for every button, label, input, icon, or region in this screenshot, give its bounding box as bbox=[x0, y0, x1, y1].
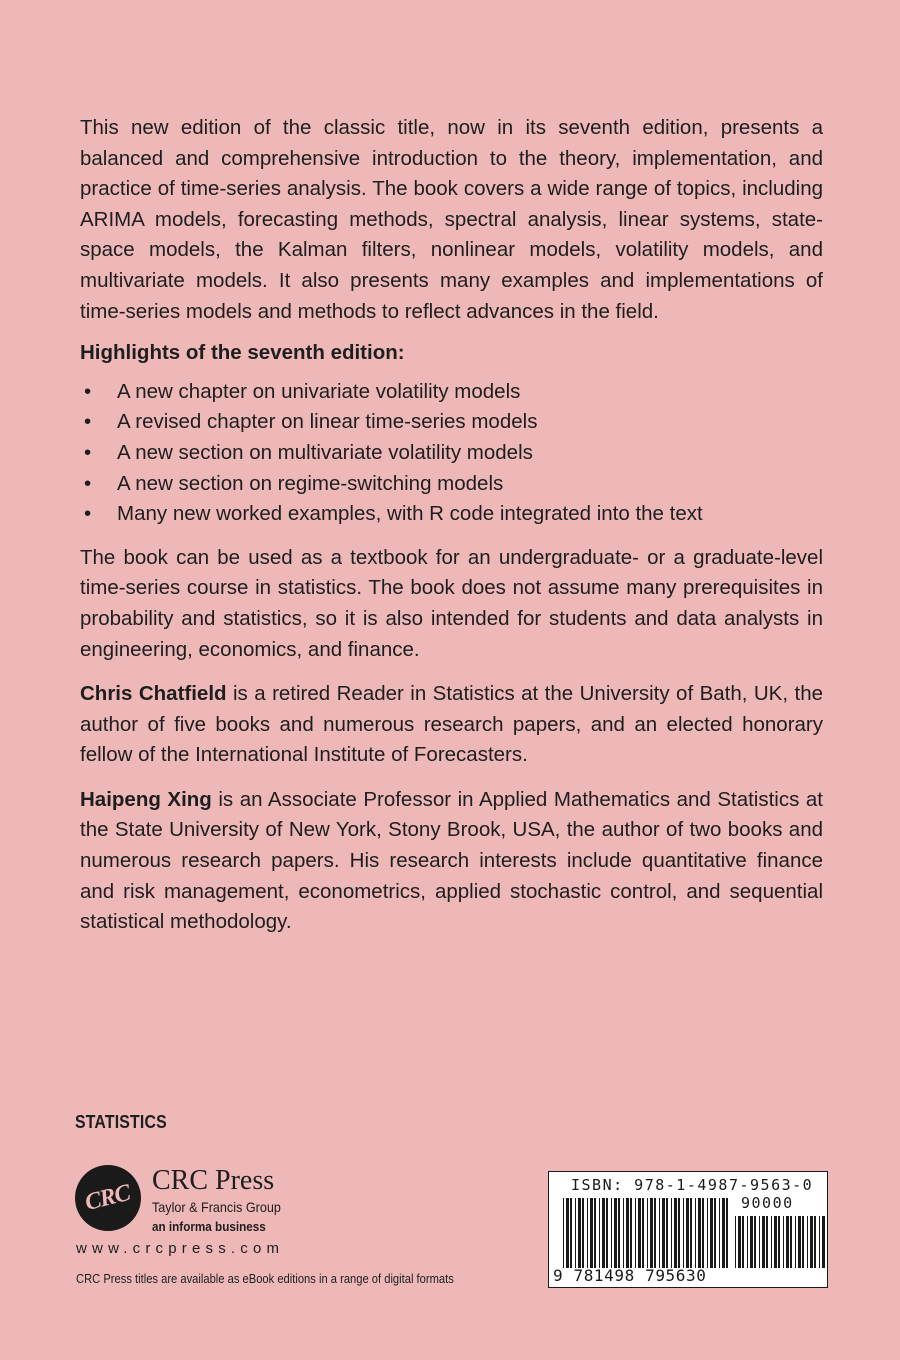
barcode-bar bbox=[774, 1216, 777, 1268]
barcode-bar bbox=[563, 1198, 564, 1268]
barcode-bar bbox=[810, 1216, 813, 1268]
barcode-bar bbox=[626, 1198, 629, 1268]
author-bio-chatfield bbox=[80, 679, 823, 771]
barcode-bar bbox=[587, 1198, 588, 1268]
crc-logo bbox=[75, 1165, 141, 1231]
highlights-list bbox=[80, 377, 823, 530]
barcode-bar bbox=[707, 1198, 708, 1268]
barcode-bar bbox=[666, 1198, 668, 1268]
barcode-bar bbox=[686, 1198, 689, 1268]
author-bio-text: is a retired Reader in Statistics at the University of Bath, UK, the author of five books and numerous research papers, and an elected honorary fellow of the International Institute of Forecasters. bbox=[80, 682, 823, 767]
barcode-bar bbox=[678, 1198, 680, 1268]
barcode-bar bbox=[618, 1198, 620, 1268]
barcode-bar bbox=[790, 1216, 792, 1268]
barcode-bar bbox=[778, 1216, 780, 1268]
back-cover-text bbox=[80, 113, 823, 938]
highlights-heading: Highlights of the seventh edition: bbox=[80, 341, 405, 365]
highlight-item: • A new section on regime-switching models bbox=[80, 469, 823, 500]
barcode-bar bbox=[759, 1216, 760, 1268]
usage-paragraph: The book can be used as a textbook for an undergraduate- or a graduate-level time-series course in statistics. The book does not assume many prerequisites in probability and statistics, so it is also intended for students and data analysts in engineering, economics, and finance. bbox=[80, 545, 823, 661]
publisher-website[interactable]: www.crcpress.com bbox=[76, 1240, 285, 1257]
barcode-bar bbox=[614, 1198, 617, 1268]
barcode-bar bbox=[635, 1198, 636, 1268]
barcode-bar bbox=[674, 1198, 677, 1268]
barcode-bar bbox=[786, 1216, 789, 1268]
barcode-bar bbox=[638, 1198, 641, 1268]
barcode-bar bbox=[695, 1198, 696, 1268]
barcode-bar bbox=[738, 1216, 741, 1268]
barcode-bar bbox=[822, 1216, 825, 1268]
barcode-bar bbox=[802, 1216, 804, 1268]
barcode-bar bbox=[762, 1216, 765, 1268]
barcode-bar bbox=[722, 1198, 725, 1268]
author-name: Haipeng Xing bbox=[80, 787, 212, 811]
highlight-item: • Many new worked examples, with R code integrated into the text bbox=[80, 499, 823, 530]
barcode-bar bbox=[735, 1216, 736, 1268]
barcode-bar bbox=[623, 1198, 624, 1268]
barcode-bar bbox=[702, 1198, 704, 1268]
barcode-bar bbox=[650, 1198, 653, 1268]
barcode-bar bbox=[606, 1198, 608, 1268]
barcode-bar bbox=[690, 1198, 692, 1268]
barcode-bar bbox=[771, 1216, 772, 1268]
barcode-bar bbox=[647, 1198, 648, 1268]
barcode-bar bbox=[599, 1198, 600, 1268]
barcode-bar bbox=[783, 1216, 784, 1268]
barcode-bar bbox=[719, 1198, 720, 1268]
barcode-bar bbox=[814, 1216, 816, 1268]
isbn-text: ISBN: 978-1-4987-9563-0 bbox=[571, 1176, 814, 1194]
barcode-bar bbox=[698, 1198, 701, 1268]
barcode-bar bbox=[714, 1198, 716, 1268]
intro-paragraph: This new edition of the classic title, now in its seventh edition, presents a balanced and comprehensive introduction to the theory, implementation, and practice of time-series analysis. The book covers a wide range of topics, including ARIMA models, forecasting methods, spectral analysis, linear systems, state-space models, the Kalman filters, nonlinear models, volatility models, and multivariate models. It also presents many examples and implementations of time-series models and methods to reflect advances in the field. bbox=[80, 116, 823, 323]
barcode-bar bbox=[662, 1198, 665, 1268]
barcode-bar bbox=[654, 1198, 656, 1268]
barcode-bar bbox=[795, 1216, 796, 1268]
barcode-bar bbox=[570, 1198, 572, 1268]
publisher-group: Taylor & Francis Group bbox=[152, 1199, 281, 1215]
barcode-bar bbox=[659, 1198, 660, 1268]
barcode-bar bbox=[766, 1216, 768, 1268]
barcode-bar bbox=[683, 1198, 684, 1268]
barcode-bar bbox=[742, 1216, 744, 1268]
barcode-bar bbox=[575, 1198, 576, 1268]
publisher-informa: an informa business bbox=[152, 1219, 266, 1234]
barcode-bar bbox=[726, 1198, 728, 1268]
barcode-bar bbox=[807, 1216, 808, 1268]
barcode-bar bbox=[754, 1216, 756, 1268]
barcode-bar bbox=[750, 1216, 753, 1268]
barcode-bar bbox=[671, 1198, 672, 1268]
barcode-bar bbox=[582, 1198, 584, 1268]
highlight-item: • A new section on multivariate volatility models bbox=[80, 438, 823, 469]
barcode-bar bbox=[747, 1216, 748, 1268]
barcode-bar bbox=[602, 1198, 605, 1268]
author-name: Chris Chatfield bbox=[80, 682, 227, 706]
isbn-barcode bbox=[548, 1171, 828, 1288]
author-bio-text: is an Associate Professor in Applied Mathematics and Statistics at the State University of New York, Stony Brook, USA, the author of two books and numerous research papers. His research interests include quantitative finance and risk management, econometrics, applied stochastic control, and sequential statistical methodology. bbox=[80, 787, 823, 934]
author-bio-xing bbox=[80, 785, 823, 938]
crc-logo-text: CRC bbox=[82, 1179, 133, 1216]
barcode-bar bbox=[798, 1216, 801, 1268]
highlight-item: • A new chapter on univariate volatility models bbox=[80, 377, 823, 408]
category-label: STATISTICS bbox=[75, 1112, 167, 1132]
publisher-name: CRC Press bbox=[152, 1165, 275, 1196]
barcode-bar bbox=[611, 1198, 612, 1268]
barcode-bar bbox=[819, 1216, 820, 1268]
barcode-bar bbox=[590, 1198, 593, 1268]
barcode-bar bbox=[710, 1198, 713, 1268]
price-code: 90000 bbox=[741, 1194, 794, 1212]
barcode-bar bbox=[578, 1198, 581, 1268]
barcode-bar bbox=[642, 1198, 644, 1268]
ean-digits: 9 781498 795630 bbox=[553, 1266, 707, 1285]
barcode-bar bbox=[630, 1198, 632, 1268]
barcode-bar bbox=[594, 1198, 596, 1268]
highlight-item: • A revised chapter on linear time-series models bbox=[80, 407, 823, 438]
barcode-bar bbox=[566, 1198, 569, 1268]
ebook-note: CRC Press titles are available as eBook editions in a range of digital formats bbox=[76, 1271, 454, 1286]
